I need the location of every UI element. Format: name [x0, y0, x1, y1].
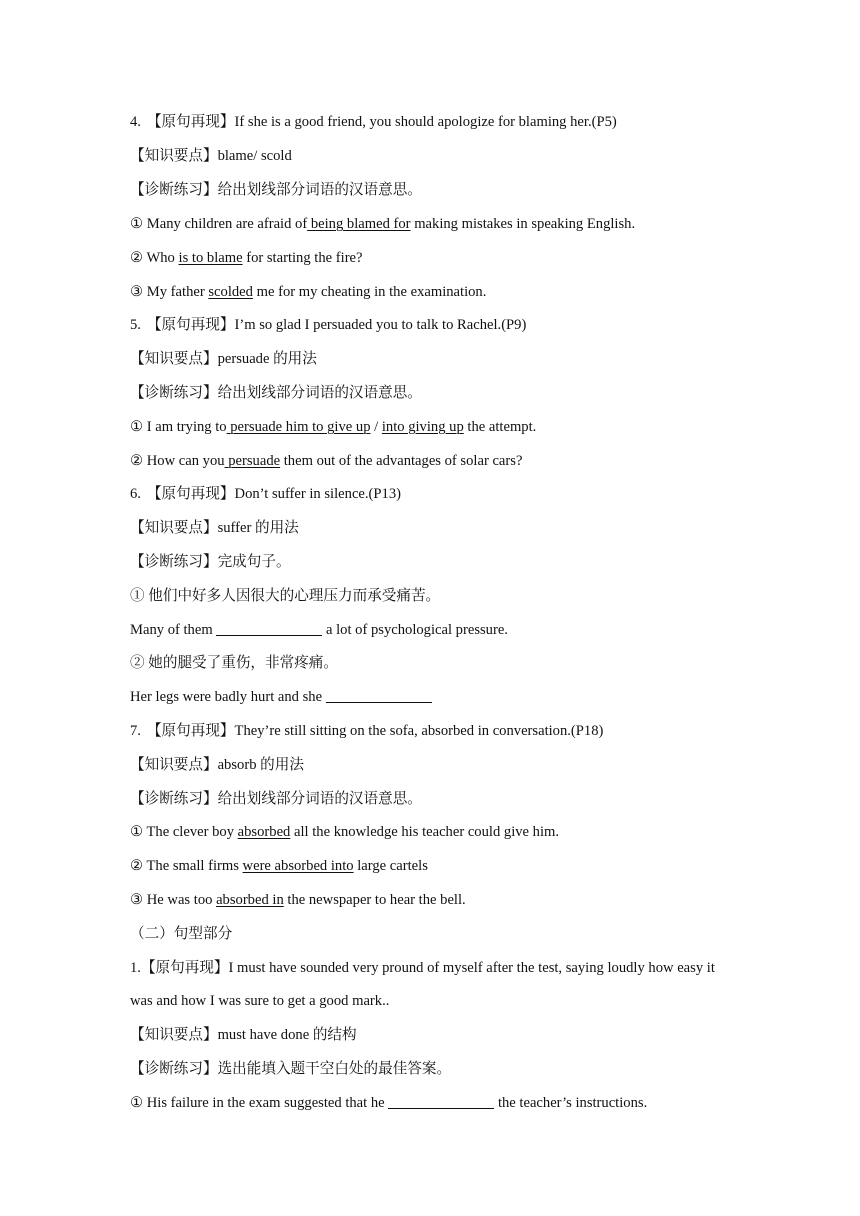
item-5-question-1: ① I am trying to persuade him to give up / into giving up the attempt. — [130, 419, 537, 435]
sentence-1-original-line-2: was and how I was sure to get a good mark.. — [130, 993, 390, 1009]
item-4-question-3: ③ My father scolded me for my cheating in the examination. — [130, 284, 487, 300]
answer-blank[interactable] — [216, 621, 322, 636]
underlined-phrase: were absorbed into — [242, 858, 354, 874]
underlined-phrase: absorbed in — [216, 892, 284, 908]
item-5-question-2: ② How can you persuade them out of the advantages of solar cars? — [130, 453, 523, 469]
item-4-original-sentence: 4. 【原句再现】If she is a good friend, you should apologize for blaming her.(P5) — [130, 114, 617, 130]
sentence-1-practice-instruction: 【诊断练习】选出能填入题干空白处的最佳答案。 — [130, 1061, 452, 1077]
item-5-practice-instruction: 【诊断练习】给出划线部分词语的汉语意思。 — [130, 385, 422, 401]
item-7-knowledge-point: 【知识要点】absorb 的用法 — [130, 757, 304, 773]
item-6-question-2-chinese: ② 她的腿受了重伤，非常疼痛。 — [130, 655, 338, 671]
item-4-question-1: ① Many children are afraid of being blamed for making mistakes in speaking English. — [130, 216, 636, 232]
item-7-practice-instruction: 【诊断练习】给出划线部分词语的汉语意思。 — [130, 791, 422, 807]
item-4-knowledge-point: 【知识要点】blame/ scold — [130, 148, 292, 164]
sentence-1-knowledge-point: 【知识要点】must have done 的结构 — [130, 1027, 357, 1043]
item-6-question-1-chinese: ① 他们中好多人因很大的心理压力而承受痛苦。 — [130, 588, 441, 604]
item-7-original-sentence: 7. 【原句再现】They’re still sitting on the sofa, absorbed in conversation.(P18) — [130, 723, 604, 739]
underlined-phrase: is to blame — [178, 250, 243, 266]
underlined-phrase: scolded — [208, 284, 253, 300]
item-6-original-sentence: 6. 【原句再现】Don’t suffer in silence.(P13) — [130, 486, 401, 502]
sentence-1-question-1: ① His failure in the exam suggested that he the teacher’s instructions. — [130, 1095, 648, 1111]
item-7-question-3: ③ He was too absorbed in the newspaper to hear the bell. — [130, 892, 466, 908]
underlined-phrase: persuade — [224, 453, 281, 469]
section-2-heading: （二）句型部分 — [130, 926, 233, 942]
item-4-practice-instruction: 【诊断练习】给出划线部分词语的汉语意思。 — [130, 182, 422, 198]
item-5-original-sentence: 5. 【原句再现】I’m so glad I persuaded you to talk to Rachel.(P9) — [130, 317, 527, 333]
item-7-question-2: ② The small firms were absorbed into large cartels — [130, 858, 428, 874]
answer-blank[interactable] — [326, 688, 432, 703]
item-6-question-2-english: Her legs were badly hurt and she — [130, 688, 432, 706]
item-7-question-1: ① The clever boy absorbed all the knowledge his teacher could give him. — [130, 824, 560, 840]
item-6-practice-instruction: 【诊断练习】完成句子。 — [130, 554, 291, 570]
underlined-phrase: into giving up — [381, 419, 464, 435]
item-6-question-1-english: Many of them a lot of psychological pressure. — [130, 622, 508, 638]
underlined-phrase: persuade him to give up — [226, 419, 371, 435]
answer-blank[interactable] — [388, 1094, 494, 1109]
item-5-knowledge-point: 【知识要点】persuade 的用法 — [130, 351, 317, 367]
sentence-1-original-line-1: 1.【原句再现】I must have sounded very pround of myself after the test, saying loudly how easy it — [130, 960, 715, 976]
underlined-phrase: being blamed for — [307, 216, 411, 232]
item-4-question-2: ② Who is to blame for starting the fire? — [130, 250, 363, 266]
underlined-phrase: absorbed — [237, 824, 291, 840]
item-6-knowledge-point: 【知识要点】suffer 的用法 — [130, 520, 299, 536]
